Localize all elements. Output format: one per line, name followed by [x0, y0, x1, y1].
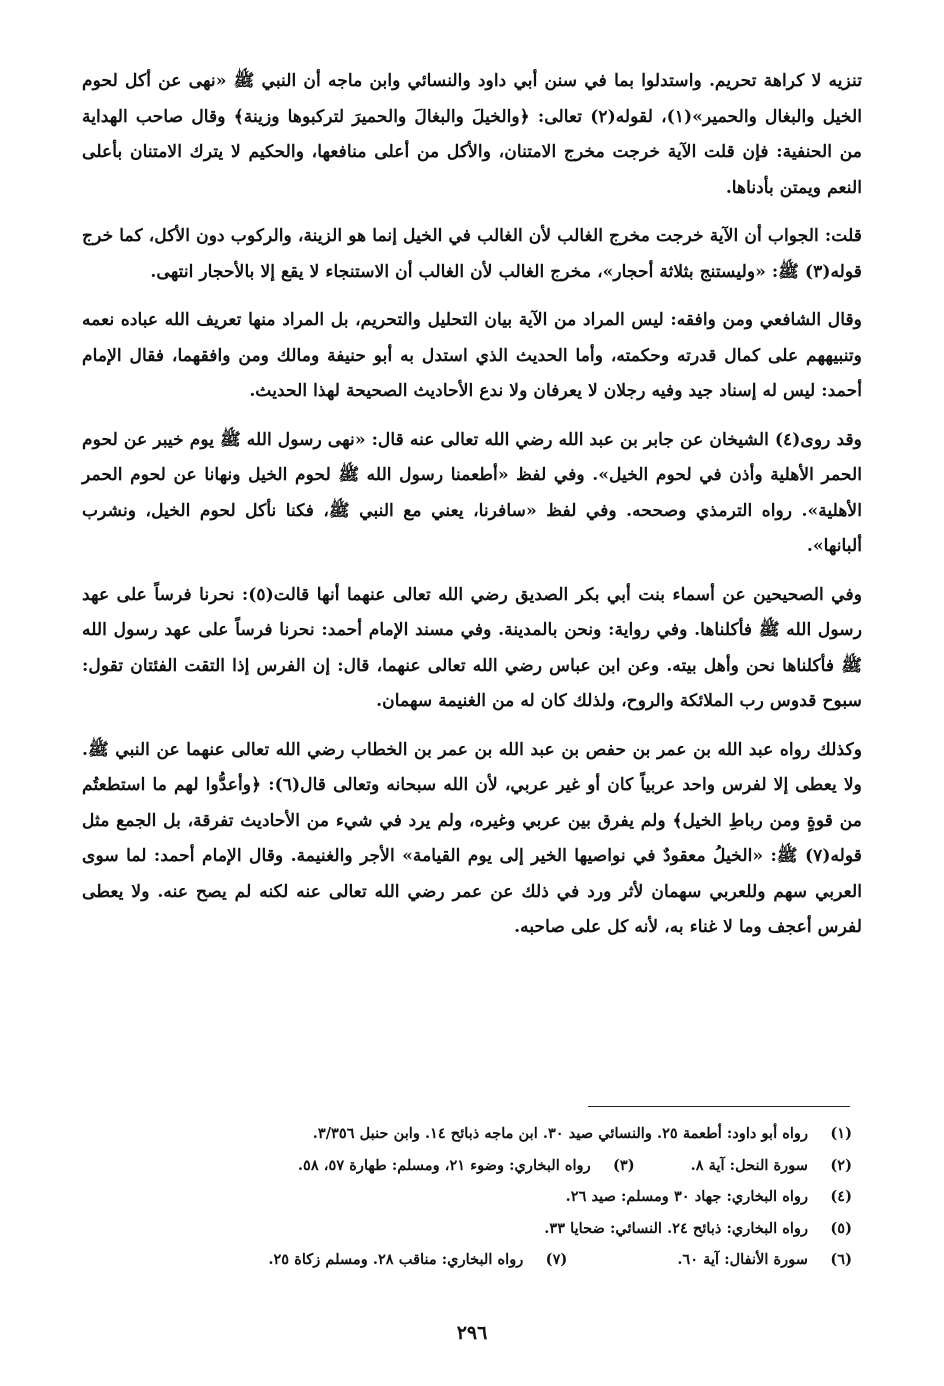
footnote-4 [566, 1181, 852, 1213]
page-number: ٢٩٦ [456, 1322, 488, 1344]
footnote-row [160, 1213, 852, 1245]
footnote-number: (٥) [830, 1219, 852, 1237]
paragraph-1: تنزيه لا كراهة تحريم. واستدلوا بما في سنن أبي داود والنسائي وابن ماجه أن النبي ﷺ «نهى عن أكل لحوم الخيل والبغال والحمير»(١)، لقوله(٢) تعالى: ﴿والخيلَ والبغالَ والحميرَ لتركبوها وزينة﴾ وقال صاحب الهداية من الحنفية: فإن قلت الآية خرجت مخرج الامتنان، والأكل من أعلى منافعها، والحكيم لا يترك الامتنان بأعلى النعم ويمتن بأدناها. [82, 71, 863, 198]
footnote-number: (٤) [830, 1188, 852, 1205]
footnote-2 [691, 1150, 852, 1182]
footnote-number: (٢) [830, 1156, 852, 1174]
footnote-number: (١) [830, 1125, 852, 1142]
footnote-row [160, 1244, 852, 1276]
paragraph-5: وفي الصحيحين عن أسماء بنت أبي بكر الصديق رضي الله تعالى عنهما أنها قالت(٥): نحرنا فرساً على عهد رسول الله ﷺ فأكلناها. وفي رواية: ونحن بالمدينة. وفي مسند الإمام أحمد: نحرنا فرساً على عهد رسول الله ﷺ فأكلناها نحن وأهل بيته. وعن ابن عباس رضي الله تعالى عنهما، قال: إن الفرس إذا التقت الفئتان تقول: سبوح قدوس رب الملائكة والروح، ولذلك كان له من الغنيمة سهمان. [82, 584, 862, 711]
footnote-number: (٧) [545, 1251, 568, 1268]
footnote-text: سورة النحل: آية ٨. [690, 1156, 808, 1174]
main-text [82, 64, 862, 959]
footnote-5 [544, 1213, 852, 1245]
footnote-6 [677, 1244, 852, 1276]
footnote-7 [268, 1244, 567, 1276]
footnote-separator [588, 1106, 850, 1107]
footnote-text: رواه البخاري: ذبائح ٢٤. النسائي: ضحايا ٣٣. [544, 1219, 808, 1237]
paragraph-3: وقال الشافعي ومن وافقه: ليس المراد من الآية بيان التحليل والتحريم، بل المراد منها تعريف الله عباده نعمه وتنبيههم على كمال قدرته وحكمته، وأما الحديث الذي استدل به أبو حنيفة ومالك ومن وافقهما، فقال الإمام أحمد: ليس له إسناد جيد وفيه رجلان لا يعرفان ولا ندع الأحاديث الصحيحة لهذا الحديث. [82, 310, 862, 401]
footnote-text: رواه أبو داود: أطعمة ٢٥. والنسائي صيد ٣٠. ابن ماجه ذبائح ١٤. وابن حنبل ٣/٣٥٦. [312, 1125, 808, 1142]
footnote-number: (٣) [612, 1156, 635, 1174]
footnote-number: (٦) [830, 1251, 852, 1268]
footnote-1 [313, 1118, 852, 1150]
footnote-text: رواه البخاري: مناقب ٢٨. ومسلم زكاة ٢٥. [268, 1251, 524, 1268]
footnote-text: رواه البخاري: وضوء ٢١، ومسلم: طهارة ٥٧، ٥٨. [297, 1156, 591, 1174]
footnote-row [160, 1118, 852, 1150]
paragraph-4: وقد روى(٤) الشيخان عن جابر بن عبد الله رضي الله تعالى عنه قال: «نهى رسول الله ﷺ يوم خيبر عن لحوم الحمر الأهلية وأذن في لحوم الخيل». وفي لفظ «أطعمنا رسول الله ﷺ لحوم الخيل ونهانا عن لحوم الحمر الأهلية». رواه الترمذي وصححه. وفي لفظ «سافرنا، يعني مع النبي ﷺ، فكنا نأكل لحوم الخيل، ونشرب ألبانها». [82, 429, 862, 556]
footnote-text: رواه البخاري: جهاد ٣٠ ومسلم: صيد ٢٦. [565, 1188, 808, 1205]
paragraph-2: قلت: الجواب أن الآية خرجت مخرج الغالب لأن الغالب في الخيل إنما هو الزينة، والركوب دون الأكل، كما خرج قوله(٣) ﷺ: «وليستنج بثلاثة أحجار»، مخرج الغالب لأن الغالب أن الاستنجاء لا يقع إلا بالأحجار انتهى. [82, 226, 862, 282]
footnotes [160, 1118, 852, 1276]
footnote-row [160, 1150, 852, 1182]
footnote-text: سورة الأنفال: آية ٦٠. [677, 1251, 808, 1268]
footnote-3 [298, 1150, 635, 1182]
paragraph-6: وكذلك رواه عبد الله بن عمر بن حفص بن عبد الله بن عمر بن الخطاب رضي الله تعالى عنهما عن النبي ﷺ. ولا يعطى إلا لفرس واحد عربياً كان أو غير عربي، لأن الله سبحانه وتعالى قال(٦): ﴿وأعدُّوا لهم ما استطعتُم من قوةٍ ومن رباطِ الخيل﴾ ولم يفرق بين عربي وغيره، ولم يرد في شيء من الأحاديث تفرقة، بل الجمع مثل قوله(٧) ﷺ: «الخيلُ معقودٌ في نواصيها الخير إلى يوم القيامة» الأجر والغنيمة. وقال الإمام أحمد: لما سوى العربي سهم وللعربي سهمان لأثر ورد في ذلك عن عمر رضي الله تعالى عنه لكنه لم يصح عنه. ولا يعطى لفرس أعجف وما لا غناء به، لأنه كل على صاحبه. [82, 739, 862, 937]
footnote-row [160, 1181, 852, 1213]
